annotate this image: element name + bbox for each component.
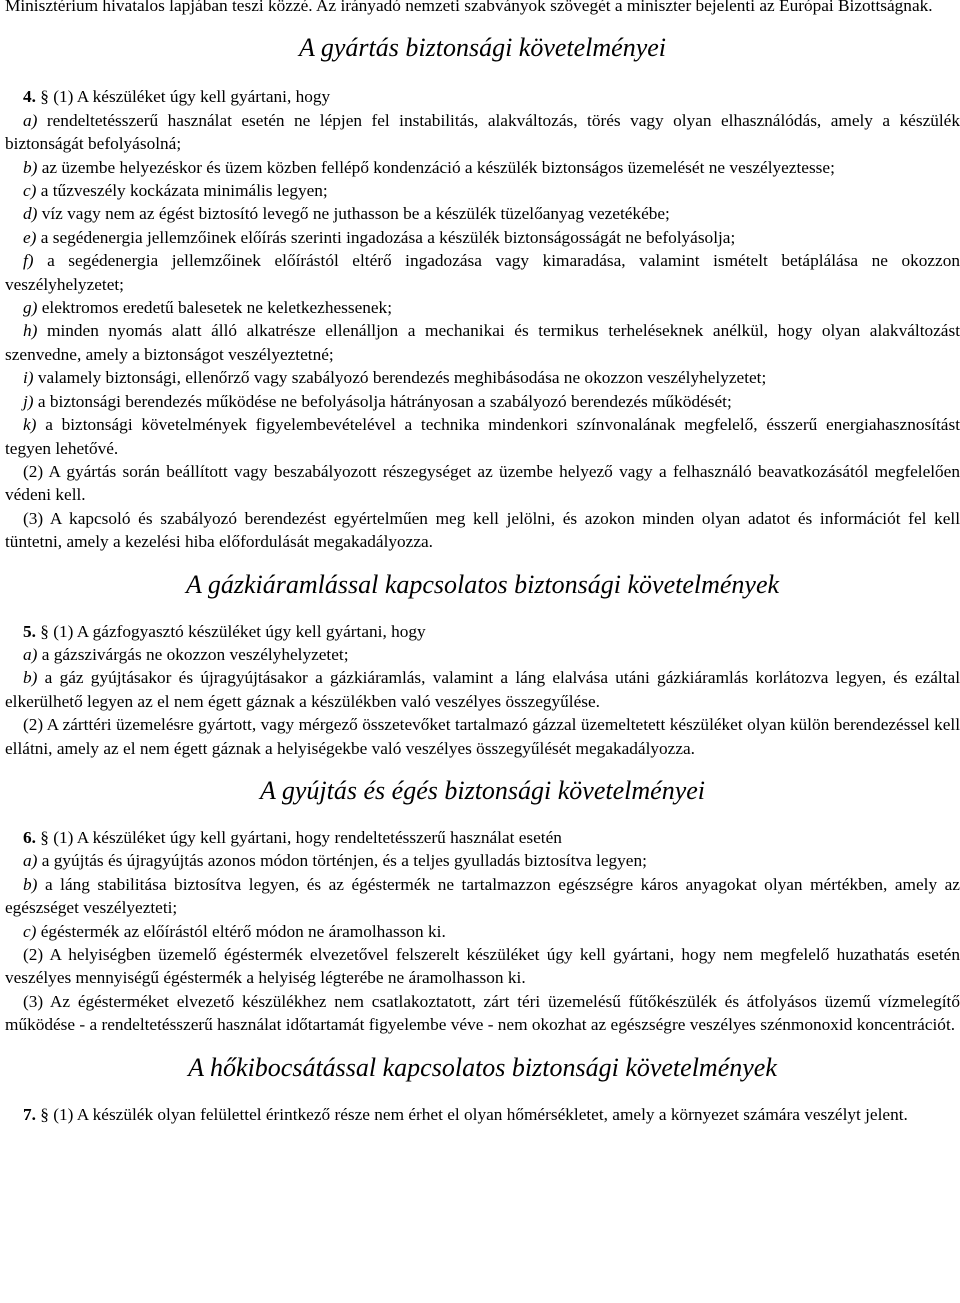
item-label: d) [23,204,38,224]
section-number: 6. [23,827,36,847]
section-lead [5,620,960,643]
item-text: elektromos eredetű balesetek ne keletkezhessenek; [41,298,393,318]
item-text: minden nyomás alatt álló alkatrésze ellenálljon a mechanikai és termikus terheléseknek anélkül, hogy olyan alakváltozást szenvedne, amely a biztonságot veszélyeztetné; [5,321,960,364]
item-text: a tűzveszély kockázata minimális legyen; [40,181,328,201]
document-page [5,0,960,1126]
list-item [5,366,960,389]
list-item [5,109,960,156]
item-text: a gázszivárgás ne okozzon veszélyhelyzetet; [41,644,349,664]
item-text: a gyújtás és újragyújtás azonos módon történjen, és a teljes gyulladás biztosítva legyen; [41,851,647,871]
section-heading: A gyártás biztonsági követelményei [298,33,667,63]
lead-text: (1) A gázfogyasztó készüléket úgy kell gyártani, hogy [53,621,426,641]
list-item [5,319,960,366]
item-label: a) [23,851,38,871]
section-heading: A gázkiáramlással kapcsolatos biztonsági követelmények [185,569,780,599]
item-label: i) [23,368,34,388]
lead-text: (1) A készüléket úgy kell gyártani, hogy rendeltetésszerű használat esetén [53,827,562,847]
list-item [5,920,960,943]
item-label: a) [23,110,38,130]
list-item [5,249,960,296]
list-item [5,413,960,460]
list-item [5,156,960,179]
list-item [5,666,960,713]
list-item [5,390,960,413]
lead-text: (1) A készüléket úgy kell gyártani, hogy [53,87,331,107]
list-item [5,202,960,225]
item-text: az üzembe helyezéskor és üzem közben fellépő kondenzáció a készülék biztonságos üzemelését ne veszélyeztesse; [41,157,835,177]
section-lead [5,826,960,849]
item-text: víz vagy nem az égést biztosító levegő ne juthasson be a készülék tüzelőanyag vezetékébe; [41,204,670,224]
item-label: a) [23,644,38,664]
item-text: rendeltetésszerű használat esetén ne lépjen fel instabilitás, alakváltozás, törés vagy olyan elhasználódás, amely a készülék biztonságát befolyásolná; [5,110,960,154]
item-text: a biztonsági követelmények figyelembevételével a technika mindenkori színvonalának megfelelő, ésszerű energiahasznosítást tegyen lehetővé. [5,415,960,458]
paragraph-sign: § [40,827,49,847]
item-label: j) [23,391,34,411]
section-heading: A hőkibocsátással kapcsolatos biztonsági követelmények [188,1052,777,1082]
list-item [5,643,960,666]
section-number: 7. [23,1104,36,1124]
item-text: a gáz gyújtásakor és újragyújtásakor a gázkiáramlás, valamint a láng elalvása utáni gázkiáramlás korlátozva legyen, és ezáltal elkerülhető legyen az el nem égett gáznak a készülékben való veszélyes összegyűlése. [5,668,960,711]
list-item [5,849,960,872]
section-paragraph: (2) A gyártás során beállított vagy beszabályozott részegységet az üzembe helyező vagy a felhasználó beavatkozásától megfelelően védeni kell. [5,461,960,505]
section-paragraph: (3) Az égésterméket elvezető készülékhez nem csatlakoztatott, zárt téri üzemelésű fűtőkészülék és átfolyásos üzemű vízmelegítő működése - a rendeltetésszerű használat időtartamát figyelembe véve - nem okozhat az egészségre veszélyes szénmonoxid koncentrációt. [5,991,960,1035]
item-label: f) [23,251,34,271]
item-label: e) [23,227,37,247]
item-label: b) [23,157,38,177]
section-paragraph: (3) A kapcsoló és szabályozó berendezést egyértelműen meg kell jelölni, és azokon minden olyan adatot és információt fel kell tüntetni, amely a kezelési hiba előfordulását megakadályozza. [5,508,960,552]
item-text: valamely biztonsági, ellenőrző vagy szabályozó berendezés meghibásodása ne okozzon veszélyhelyzetet; [37,368,767,388]
item-label: b) [23,874,38,894]
item-text: égéstermék az előírástól eltérő módon ne áramolhasson ki. [40,921,446,941]
intro-paragraph: Minisztérium hivatalos lapjában teszi közzé. Az irányadó nemzeti szabványok szövegét a miniszter bejelenti az Európai Bizottságnak. [5,0,933,15]
list-item [5,179,960,202]
item-label: h) [23,321,38,341]
section-number: 5. [23,621,36,641]
item-label: g) [23,298,38,318]
item-label: c) [23,921,37,941]
paragraph-sign: § [40,1104,49,1124]
section-paragraph: (2) A helyiségben üzemelő égéstermék elvezetővel felszerelt készüléket úgy kell gyártani, hogy nem megfelelő huzathatás esetén veszélyes mennyiségű égéstermék a helyiség légterébe ne áramolhasson ki. [5,945,960,988]
paragraph-sign: § [40,87,49,107]
item-text: a láng stabilitása biztosítva legyen, és az égéstermék ne tartalmazzon egészségre káros anyagokat olyan mértékben, amely az egészséget veszélyezteti; [5,874,960,918]
section-number: 4. [23,87,36,107]
item-label: c) [23,181,37,201]
section-lead [5,85,960,108]
item-label: k) [23,415,37,435]
section-paragraph: (2) A zárttéri üzemelésre gyártott, vagy mérgező összetevőket tartalmazó gázzal üzemeltetett készüléket olyan külön berendezéssel kell ellátni, amely az el nem égett gáznak a helyiségekbe való veszélyes összegyűlését megakadályozza. [5,715,960,758]
item-text: a segédenergia jellemzőinek előírástól eltérő ingadozása vagy kimaradása, valamint ismételt betáplálása ne okozzon veszélyhelyzetet; [5,251,960,294]
list-item [5,226,960,249]
section-heading: A gyújtás és égés biztonsági követelményei [259,775,705,805]
list-item [5,873,960,920]
item-label: b) [23,668,38,688]
list-item [5,296,960,319]
section-lead [5,1103,960,1126]
item-text: a biztonsági berendezés működése ne befolyásolja hátrányosan a szabályozó berendezés működését; [37,391,732,411]
lead-text: (1) A készülék olyan felülettel érintkező része nem érhet el olyan hőmérsékletet, amely a környezet számára veszélyt jelent. [53,1104,908,1124]
item-text: a segédenergia jellemzőinek előírás szerinti ingadozása a készülék biztonságosságát ne befolyásolja; [40,227,736,247]
paragraph-sign: § [40,621,49,641]
